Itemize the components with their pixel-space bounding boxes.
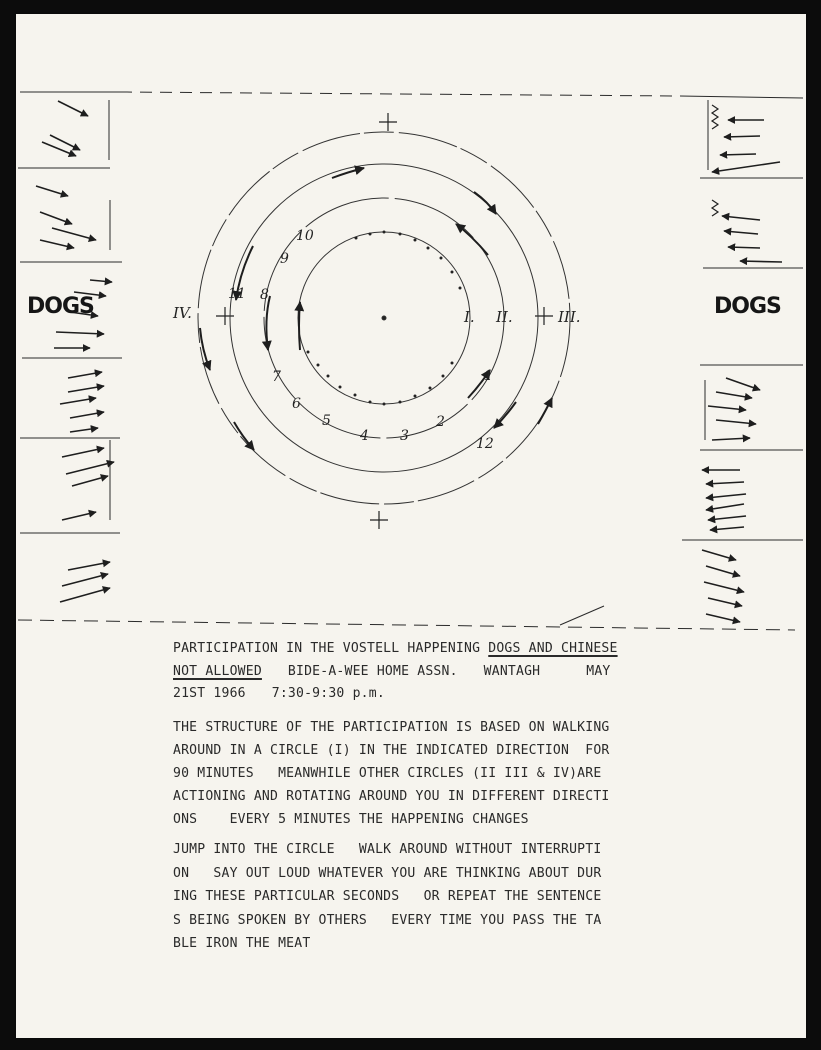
number-7: 7	[272, 369, 281, 385]
structure-line-2: AROUND IN A CIRCLE (I) IN THE INDICATED DIRECTION FOR	[173, 743, 610, 758]
number-9: 9	[280, 251, 289, 267]
dogs-label-left: DOGS	[27, 294, 94, 319]
number-1: 1	[484, 368, 493, 384]
number-5: 5	[322, 413, 331, 429]
structure-line-4: ACTIONING AND ROTATING AROUND YOU IN DIFFERENT DIRECTI	[173, 789, 610, 804]
instructions-line-4: S BEING SPOKEN BY OTHERS EVERY TIME YOU PASS THE TA	[173, 912, 602, 928]
event-title-part1: DOGS AND CHINESE	[488, 641, 618, 656]
number-8: 8	[260, 287, 269, 303]
instructions-line-3: ING THESE PARTICULAR SECONDS OR REPEAT THE SENTENCE	[173, 889, 602, 904]
number-10: 10	[296, 228, 314, 244]
instructions-line-1: JUMP INTO THE CIRCLE WALK AROUND WITHOUT INTERRUPTI	[173, 842, 602, 857]
number-12: 12	[476, 436, 494, 452]
structure-paragraph	[173, 716, 633, 831]
label-circle-2: II.	[496, 308, 513, 326]
number-6: 6	[292, 396, 301, 412]
event-month: MAY	[586, 663, 611, 679]
label-circle-4: IV.	[173, 304, 192, 322]
event-line-1: PARTICIPATION IN THE VOSTELL HAPPENING DOGS AND CHINESE	[173, 641, 618, 656]
circles	[198, 132, 570, 504]
dogs-label-right: DOGS	[714, 294, 781, 319]
right-side-arrows	[702, 120, 782, 622]
structure-line-1: THE STRUCTURE OF THE PARTICIPATION IS BASED ON WALKING	[173, 720, 610, 735]
number-11: 11	[228, 286, 246, 302]
number-4: 4	[360, 428, 369, 444]
number-2: 2	[436, 414, 445, 430]
number-3: 3	[400, 428, 409, 444]
event-title-part2: NOT ALLOWED	[173, 663, 262, 679]
event-line-2	[173, 661, 633, 684]
circle-labels	[172, 304, 581, 326]
event-date: 21ST 1966	[173, 686, 246, 701]
structure-line-5: ONS EVERY 5 MINUTES THE HAPPENING CHANGES	[173, 812, 529, 827]
instructions-paragraph	[173, 838, 633, 956]
squiggle-marks	[712, 105, 718, 216]
event-venue: BIDE-A-WEE HOME ASSN.	[287, 663, 458, 679]
structure-line-3: 90 MINUTES MEANWHILE OTHER CIRCLES (II III & IV)ARE	[173, 766, 602, 781]
event-line-3	[173, 683, 633, 706]
event-info-paragraph	[173, 638, 633, 706]
instructions-line-5: BLE IRON THE MEAT	[173, 936, 311, 951]
instructions-line-2: ON SAY OUT LOUD WHATEVER YOU ARE THINKING ABOUT DUR	[173, 865, 602, 881]
label-circle-3: III.	[558, 308, 581, 326]
left-side-arrows	[36, 101, 114, 602]
event-time: 7:30-9:30 p.m.	[271, 686, 385, 701]
event-town: WANTAGH	[483, 663, 541, 679]
frame-lines	[18, 92, 803, 630]
label-circle-1: I.	[464, 308, 475, 326]
